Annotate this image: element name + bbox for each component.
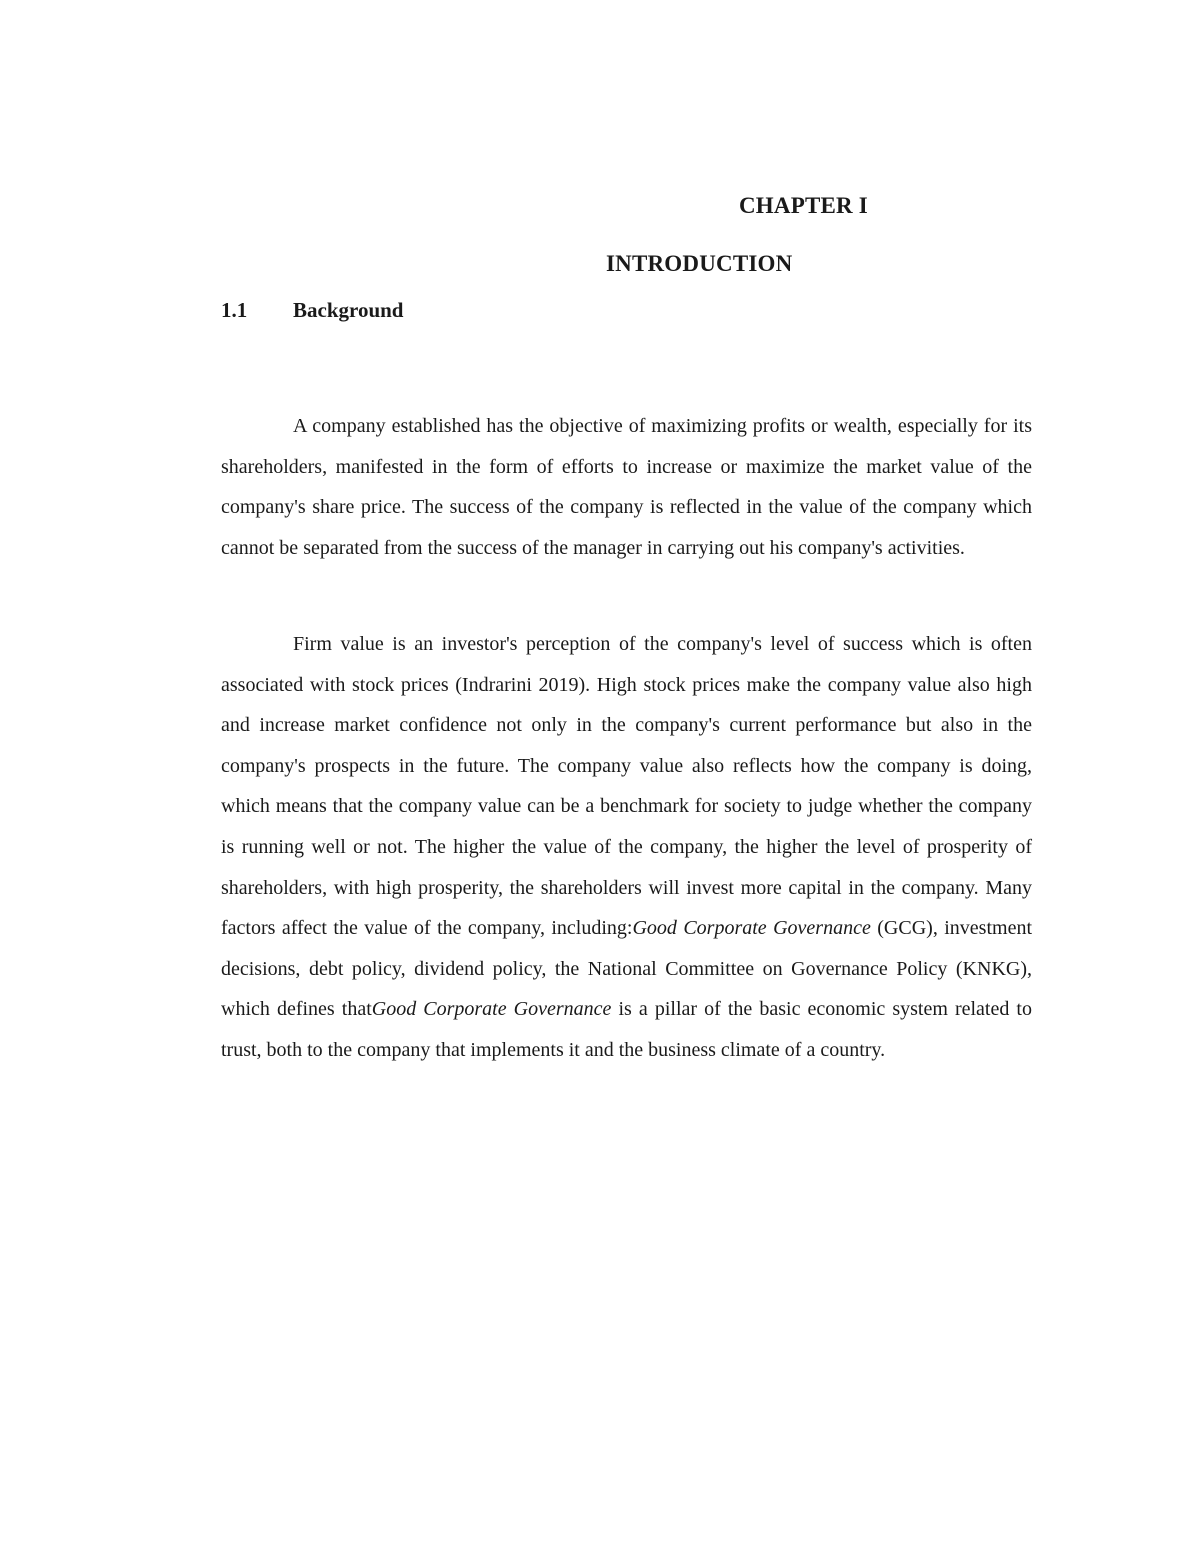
paragraph-2 xyxy=(221,624,1032,1071)
chapter-title: INTRODUCTION xyxy=(606,251,793,276)
paragraph-1: A company established has the objective of maximizing profits or wealth, especially for its shareholders, manifested in the form of efforts to increase or maximize the market value of the company's share price. The success of the company is reflected in the value of the company which cannot be separated from the success of the manager in carrying out his company's activities. xyxy=(221,415,1032,559)
section-title: Background xyxy=(293,298,404,322)
chapter-number: CHAPTER I xyxy=(739,193,868,218)
paragraph-2-text-2: (GCG), investment decisions, debt policy, dividend policy, the National Committee on Governance Policy (KNKG), which defines that xyxy=(221,917,1032,1021)
paragraph-2-text-3: is a pillar of the basic economic system related to trust, both to the company that implements it and the business climate of a country. xyxy=(221,998,1032,1061)
italic-term-gcg-1: Good Corporate Governance xyxy=(632,917,871,940)
paragraph-2-text-1: Firm value is an investor's perception of the company's level of success which is often associated with stock prices (Indrarini 2019). High stock prices make the company value also high and increase market confidence not only in the company's current performance but also in the company's prospects in the future. The company value also reflects how the company is doing, which means that the company value can be a benchmark for society to judge whether the company is running well or not. The higher the value of the company, the higher the level of prosperity of shareholders, with high prosperity, the shareholders will invest more capital in the company. Many factors affect the value of the company, including: xyxy=(221,633,1032,940)
section-heading xyxy=(221,298,404,323)
italic-term-gcg-2: Good Corporate Governance xyxy=(371,998,612,1021)
section-number: 1.1 xyxy=(221,298,248,322)
